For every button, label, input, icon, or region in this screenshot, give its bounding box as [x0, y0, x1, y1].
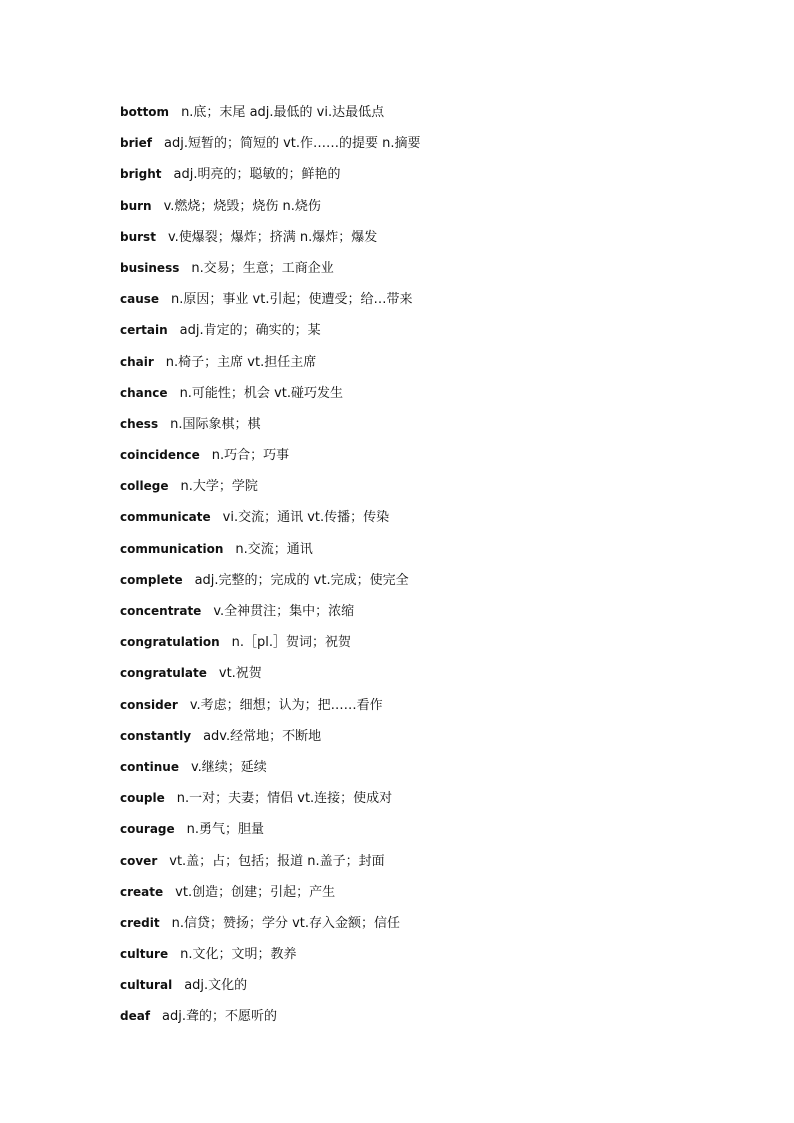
vocab-word: cultural [120, 978, 173, 993]
vocab-entry [120, 225, 720, 256]
vocab-definition: v.使爆裂；爆炸；挤满 n.爆炸；爆发 [167, 229, 378, 245]
vocab-definition: adv.经常地；不断地 [203, 728, 322, 744]
vocab-word: deaf [120, 1009, 151, 1024]
vocab-entry [120, 131, 720, 162]
vocab-entry [120, 443, 720, 474]
vocab-entry [120, 1004, 720, 1035]
vocab-word: credit [120, 915, 160, 930]
vocab-entry [120, 817, 720, 848]
vocab-entry [120, 661, 720, 692]
vocab-word: coincidence [120, 448, 200, 463]
vocab-definition: adj.完整的；完成的 vt.完成；使完全 [194, 572, 409, 588]
vocab-word: consider [120, 697, 178, 712]
vocab-entry [120, 287, 720, 318]
vocab-word: burst [120, 229, 156, 244]
vocab-definition: v.考虑；细想；认为；把……看作 [189, 697, 383, 713]
vocab-entry [120, 880, 720, 911]
vocab-definition: adj.短暂的；简短的 vt.作……的提要 n.摘要 [163, 136, 421, 152]
vocab-entry [120, 194, 720, 225]
vocab-word: couple [120, 791, 165, 806]
vocab-word: create [120, 884, 164, 899]
vocab-definition: adj.肯定的；确实的；某 [179, 323, 321, 339]
vocab-definition: n.巧合；巧事 [211, 448, 290, 464]
vocab-word: bright [120, 167, 162, 182]
vocabulary-list [120, 100, 720, 1036]
vocab-definition: n.可能性；机会 vt.碰巧发生 [179, 385, 343, 401]
vocab-word: bottom [120, 105, 170, 119]
vocab-definition: n.交流；通讯 [235, 541, 313, 557]
vocab-word: communication [120, 541, 224, 556]
vocab-entry [120, 786, 720, 817]
vocab-definition: n.原因；事业 vt.引起；使遭受；给…带来 [171, 292, 413, 308]
vocab-definition: n.底；末尾 adj.最低的 vi.达最低点 [181, 105, 385, 120]
vocab-entry [120, 474, 720, 505]
vocab-entry [120, 911, 720, 942]
vocab-entry [120, 849, 720, 880]
vocab-entry [120, 724, 720, 755]
vocab-definition: vi.交流；通讯 vt.传播；传染 [222, 510, 390, 526]
vocab-word: complete [120, 572, 183, 587]
vocab-entry [120, 381, 720, 412]
vocab-definition: vt.创造；创建；引起；产生 [175, 884, 336, 900]
vocab-definition: n.勇气；胆量 [186, 822, 265, 838]
vocab-word: cause [120, 292, 160, 307]
vocab-word: courage [120, 822, 175, 837]
vocab-definition: n.一对；夫妻；情侣 vt.连接；使成对 [176, 791, 393, 807]
vocab-definition: v.燃烧；烧毁；烧伤 n.烧伤 [163, 198, 321, 214]
vocab-definition: adj.明亮的；聪敏的；鲜艳的 [173, 167, 341, 183]
vocab-word: congratulation [120, 635, 220, 650]
vocab-word: congratulate [120, 666, 207, 681]
vocab-entry [120, 256, 720, 287]
vocab-entry [120, 973, 720, 1004]
vocab-entry [120, 755, 720, 786]
vocab-word: chess [120, 416, 159, 431]
vocab-word: chance [120, 385, 168, 400]
vocab-definition: n.［pl.］贺词；祝贺 [231, 635, 352, 651]
vocab-word: brief [120, 136, 152, 151]
vocab-definition: n.国际象棋；棋 [170, 416, 261, 432]
vocab-entry [120, 693, 720, 724]
vocab-entry [120, 537, 720, 568]
vocab-definition: v.全神贯注；集中；浓缩 [213, 604, 355, 619]
vocab-word: cover [120, 853, 158, 868]
vocab-word: concentrate [120, 604, 202, 618]
vocab-definition: v.继续；延续 [190, 759, 267, 775]
vocab-definition: vt.盖；占；包括；报道 n.盖子；封面 [169, 853, 385, 869]
vocab-word: business [120, 260, 180, 275]
vocab-definition: adj.文化的 [184, 978, 248, 994]
vocab-entry [120, 100, 720, 131]
vocab-entry [120, 505, 720, 536]
vocab-definition: n.信贷；赞扬；学分 vt.存入金额；信任 [171, 915, 401, 931]
vocab-definition: n.文化；文明；教养 [180, 947, 297, 963]
vocab-definition: vt.祝贺 [218, 666, 262, 682]
vocab-definition: n.椅子；主席 vt.担任主席 [165, 354, 317, 370]
vocab-definition: n.交易；生意；工商企业 [191, 260, 334, 276]
vocab-word: burn [120, 198, 152, 213]
vocab-entry [120, 599, 720, 630]
vocab-word: constantly [120, 728, 192, 743]
vocab-word: communicate [120, 510, 211, 525]
vocab-word: chair [120, 354, 154, 369]
vocab-entry [120, 568, 720, 599]
vocab-word: college [120, 479, 169, 494]
vocab-entry [120, 412, 720, 443]
vocab-word: certain [120, 323, 168, 338]
vocab-word: culture [120, 947, 169, 962]
vocab-definition: n.大学；学院 [180, 479, 258, 495]
vocab-entry [120, 630, 720, 661]
vocab-entry [120, 350, 720, 381]
vocab-word: continue [120, 759, 179, 774]
vocab-entry [120, 162, 720, 193]
vocab-definition: adj.聋的；不愿听的 [162, 1009, 278, 1025]
vocab-entry [120, 942, 720, 973]
vocab-entry [120, 318, 720, 349]
